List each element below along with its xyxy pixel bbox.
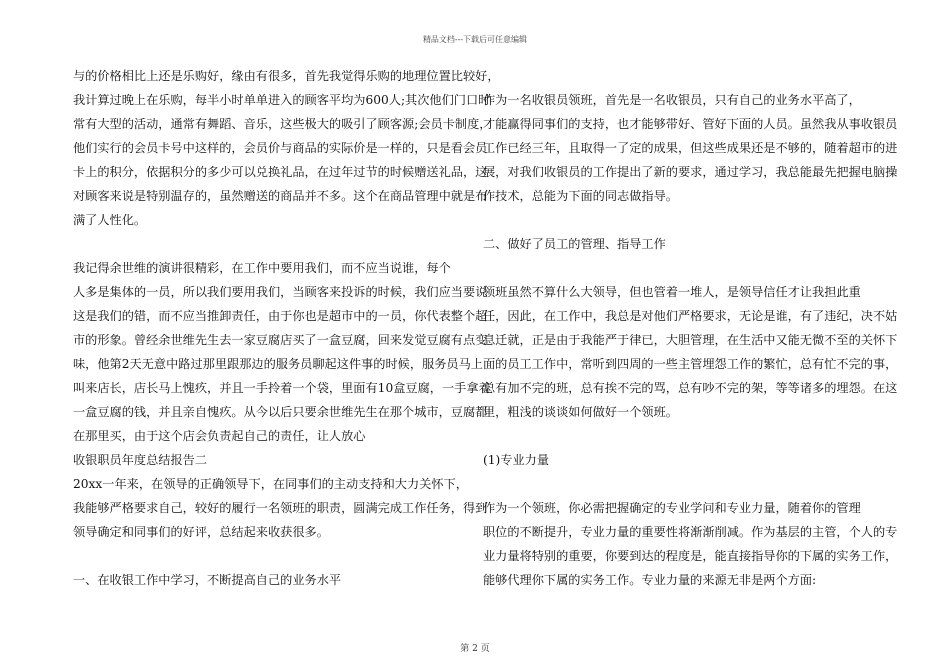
paragraph-line: 这是我们的错，而不应当推卸责任，由于你也是超市中的一员，你代表整个超	[73, 309, 488, 323]
paragraph-line: 作为一名收银员领班，首先是一名收银员，只有自己的业务水平高了，	[483, 93, 861, 107]
paragraph-line: 市的形象。曾经余世维先生去一家豆腐店买了一盒豆腐，回来发觉豆腐有点变	[73, 333, 488, 347]
paragraph-line: 叫来店长，店长马上愧疚，并且一手拎着一个袋，里面有10盒豆腐，一手拿着	[73, 381, 491, 395]
paragraph-line: 人多是集体的一员，所以我们要用我们，当顾客来投诉的时候，我们应当要说	[73, 285, 488, 299]
paragraph-line: 工作已经三年，且取得一了定的成果，但这些成果还是不够的，随着超市的进	[483, 141, 898, 155]
section-heading: 一、在收银工作中学习，不断提高自己的业务水平	[73, 573, 342, 587]
paragraph-line: 息迁就，正是由于我能严于律已，大胆管理，在生活中又能无微不至的关怀下	[483, 333, 898, 347]
paragraph-line: 一盒豆腐的钱，并且亲自愧疚。从今以后只要余世维先生在那个城市，豆腐都	[73, 405, 488, 419]
blank-line	[483, 424, 883, 448]
paragraph-line: 对顾客来说是特别温存的，虽然赠送的商品并不多。这个在商品管理中就是布	[73, 189, 488, 203]
paragraph-line: 卡上的积分，依据积分的多少可以兑换礼品，在过年过节的时候赠送礼品，这	[73, 165, 488, 179]
paragraph-line: 才能赢得同事们的支持，也才能够带好、管好下面的人员。虽然我从事收银员	[483, 117, 898, 131]
paragraph-line: 业力量将特别的重要，你要到达的程度是，能直接指导你的下属的实务工作，	[483, 549, 898, 563]
blank-line	[73, 544, 468, 568]
paragraph-line: 领班虽然不算什么大领导，但也管着一堆人，是领导信任才让我担此重	[483, 285, 861, 299]
paragraph-line: 领导确定和同事们的好评，总结起来收获很多。	[73, 525, 329, 539]
paragraph-line: 我记得余世维的演讲很精彩，在工作中要用我们，而不应当说谁，每个	[73, 261, 451, 275]
paragraph-line: 与的价格相比上还是乐购好，缘由有很多，首先我觉得乐购的地理位置比较好，	[73, 69, 500, 83]
blank-line	[483, 256, 883, 280]
paragraph-line: 味，他第2天无意中路过那里跟那边的服务员聊起这件事的时候，服务员马上	[73, 357, 483, 371]
page-header: 精品文档---下载后可任意编辑	[422, 35, 528, 44]
blank-line	[73, 232, 468, 256]
paragraph-line: 在那里买，由于这个店会负责起自己的责任，让人放心	[73, 429, 366, 443]
paragraph-line: 总有加不完的班，总有挨不完的骂，总有吵不完的架，等等诸多的埋怨。在这	[483, 381, 898, 395]
paragraph-line: 满了人性化。	[73, 213, 147, 227]
paragraph-line: 职位的不断提升，专业力量的重要性将渐渐削减。作为基层的主管，个人的专	[483, 525, 898, 539]
section-heading: 二、做好了员工的管理、指导工作	[483, 237, 666, 251]
paragraph-line: 作为一个领班，你必需把握确定的专业学问和专业力量，随着你的管理	[483, 501, 861, 515]
subsection-heading: (1)专业力量	[483, 453, 550, 467]
blank-line	[483, 472, 883, 496]
paragraph-line: 我能够严格要求自己，较好的履行一名领班的职责，圆满完成工作任务，得到	[73, 501, 488, 515]
paragraph-line: 展，对我们收银员的工作提出了新的要求，通过学习，我总能最先把握电脑操	[483, 165, 898, 179]
paragraph-line: 任，因此，在工作中，我总是对他们严格要求，无论是谁，有了违纪，决不姑	[483, 309, 898, 323]
blank-line	[483, 208, 883, 232]
page-footer: 第 2 页	[460, 644, 490, 654]
section-title: 收银职员年度总结报告二	[73, 453, 208, 467]
paragraph-line: 能够代理你下属的实务工作。专业力量的来源无非是两个方面:	[483, 573, 817, 587]
paragraph-line: 作技术，总能为下面的同志做指导。	[483, 189, 678, 203]
paragraph-line: 面的员工工作中，常听到四周的一些主管埋怨工作的繁忙，总有忙不完的事，	[483, 357, 898, 371]
paragraph-line: 他们实行的会员卡号中这样的，会员价与商品的实际价是一样的，只是看会员	[73, 141, 488, 155]
left-column	[73, 64, 500, 592]
paragraph-line: 里，粗浅的谈谈如何做好一个领班。	[483, 405, 678, 419]
paragraph-line: 20xx一年来，在领导的正确领导下，在同事们的主动支持和大力关怀下，	[73, 477, 468, 491]
paragraph-line: 我计算过晚上在乐购，每半小时单单进入的顾客平均为600人;其次他们门口时	[73, 93, 491, 107]
right-column	[483, 88, 898, 592]
paragraph-line: 常有大型的活动，通常有舞蹈、音乐，这些极大的吸引了顾客源;会员卡制度，	[73, 117, 492, 131]
